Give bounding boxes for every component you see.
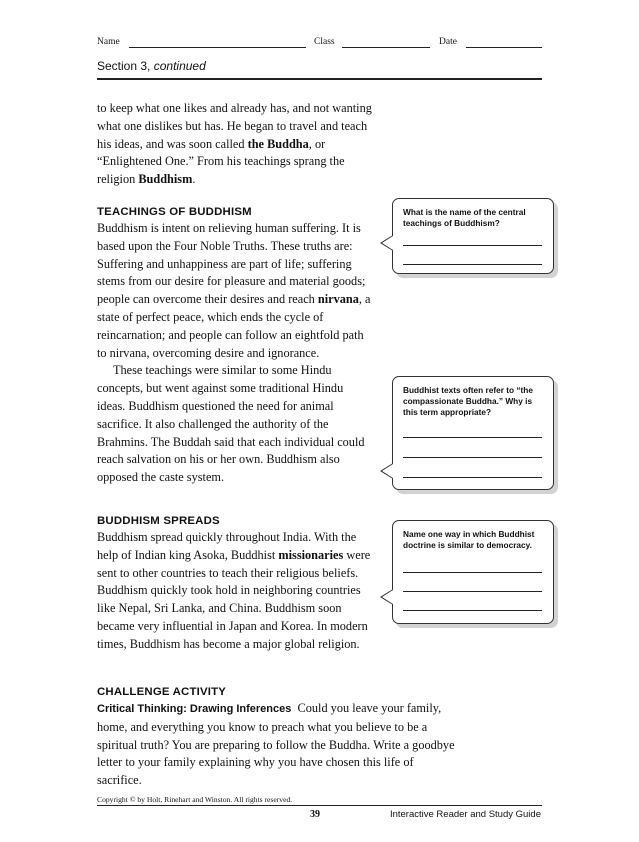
page-number: 39: [310, 809, 320, 820]
section-continued: continued: [153, 59, 206, 73]
term-missionaries: missionaries: [278, 547, 344, 562]
teachings-paragraph-1: [97, 220, 372, 362]
teachings-text-2: , a state of perfect peace, which ends the cycle of reincarnation; and people can follow an eightfold path to nirvana, overcoming desire and ignorance.: [97, 292, 371, 360]
section-label: Section 3,: [97, 59, 151, 73]
callout-pointer: [380, 589, 393, 605]
teachings-heading: TEACHINGS OF BUDDHISM: [97, 206, 252, 218]
date-label: Date: [439, 37, 457, 47]
date-field[interactable]: [466, 47, 542, 48]
challenge-section: [97, 684, 457, 790]
question-1-text: What is the name of the central teachings of Buddhism?: [403, 207, 526, 228]
guide-title: Interactive Reader and Study Guide: [389, 809, 541, 820]
answer-line-2a[interactable]: [403, 437, 542, 438]
header-rule: [97, 78, 542, 80]
challenge-text: Could you leave your family, home, and everything you know to preach what you believe to be a spiritual truth? You are preparing to follow the Buddha. Write a goodbye letter to your family explaining why you have chosen this life of sacrifice.: [97, 701, 455, 788]
answer-line-1b[interactable]: [403, 264, 542, 265]
question-2-text: Buddhist texts often refer to “the compassionate Buddha.” Why is this term appropriate?: [403, 385, 533, 417]
footer-rule: [97, 805, 542, 806]
term-the-buddha: the Buddha: [247, 136, 309, 151]
intro-text-3: .: [192, 172, 196, 187]
copyright-notice: Copyright © by Holt, Rinehart and Winston. All rights reserved.: [97, 795, 293, 804]
name-label: Name: [97, 37, 120, 47]
name-field[interactable]: [129, 47, 306, 48]
section-title: [97, 59, 206, 73]
challenge-paragraph: [97, 700, 457, 790]
intro-paragraph: [97, 100, 372, 189]
question-box-3: [392, 520, 554, 624]
class-field[interactable]: [342, 47, 430, 48]
callout-pointer: [380, 235, 393, 251]
spreads-text-2: were sent to other countries to teach their religious beliefs. Buddhism quickly took hold in neighboring countries like Nepal, Sri Lanka, and China. Buddhism soon became very influential in Japan and Korea. In modern times, Buddhism has become a major global religion.: [97, 547, 371, 651]
answer-line-2c[interactable]: [403, 477, 542, 478]
term-nirvana: nirvana: [317, 292, 359, 307]
intro-text-2: , or “Enlightened One.” From his teachings sprang the religion: [97, 136, 345, 187]
answer-line-3a[interactable]: [403, 572, 542, 573]
term-buddhism: Buddhism: [138, 172, 193, 187]
header-row: [97, 37, 542, 51]
answer-line-1a[interactable]: [403, 245, 542, 246]
spreads-text-1: Buddhism spread quickly throughout India. With the help of Indian king Asoka, Buddhist: [97, 530, 357, 562]
intro-text-1: to keep what one likes and already has, and not wanting what one dislikes but has. He began to travel and teach his ideas, and was soon called: [97, 101, 372, 151]
spreads-paragraph: [97, 529, 372, 654]
answer-line-2b[interactable]: [403, 457, 542, 458]
teachings-text-1: Buddhism is intent on relieving human suffering. It is based upon the Four Noble Truths. These truths are: Suffering and unhappiness are part of life; suffering stems from our desire for pleasure and material goods; people can overcome their desires and reach: [97, 221, 366, 307]
intro-block: [97, 100, 372, 189]
question-3-text: Name one way in which Buddhist doctrine is similar to democracy.: [403, 529, 535, 550]
question-box-1: [392, 198, 554, 274]
answer-line-3b[interactable]: [403, 591, 542, 592]
question-box-2: [392, 376, 554, 490]
teachings-section: [97, 204, 372, 487]
answer-line-3c[interactable]: [403, 610, 542, 611]
spreads-section: [97, 513, 372, 654]
challenge-label: Critical Thinking: Drawing Inferences: [97, 703, 292, 715]
class-label: Class: [314, 37, 335, 47]
teachings-paragraph-2: These teachings were similar to some Hindu concepts, but went against some traditional Hindu ideas. Buddhism questioned the need for animal sacrifice. It also challenged the authority of the Brahmins. The Buddah said that each individual could reach salvation on his or her own. Buddhism also opposed the caste system.: [97, 363, 365, 485]
callout-pointer: [380, 463, 393, 479]
challenge-heading: CHALLENGE ACTIVITY: [97, 686, 227, 698]
spreads-heading: BUDDHISM SPREADS: [97, 515, 220, 527]
